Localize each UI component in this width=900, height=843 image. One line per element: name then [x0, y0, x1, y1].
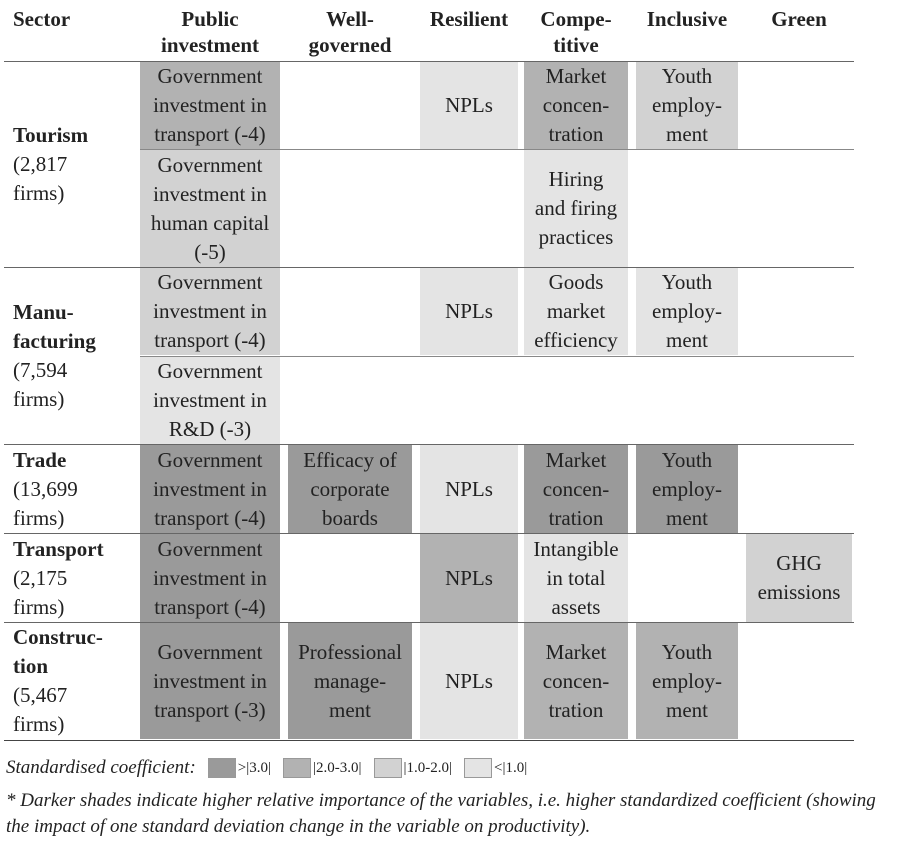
sector-name: Manu- facturing	[13, 300, 96, 353]
cell-manufacturing-competitive: Goods market efficiency	[524, 268, 628, 355]
sector-firm-count: (2,817 firms)	[13, 152, 68, 205]
legend-text-c3: |2.0-3.0|	[313, 759, 362, 776]
sector-name: Tourism	[13, 123, 89, 147]
cell-trade-competitive: Market concen- tration	[524, 445, 628, 533]
cell-transport-competitive: Intangible in total assets	[524, 534, 628, 622]
rule-tourism-bottom	[4, 267, 854, 268]
header-sector: Sector	[13, 7, 71, 31]
cell-trade-resilient: NPLs	[420, 445, 518, 533]
rule-trade-bottom	[4, 533, 854, 534]
sector-tourism	[0, 62, 140, 267]
cell-construction-well-governed: Professional manage- ment	[288, 623, 412, 739]
header-green: Green	[771, 7, 827, 31]
legend-text-c2: |1.0-2.0|	[403, 759, 453, 776]
sector-name: Construc- tion	[13, 625, 103, 678]
legend-swatch-c4	[208, 758, 236, 778]
rule-transport-bottom	[4, 622, 854, 623]
cell-tourism-inclusive: Youth employ- ment	[636, 62, 738, 149]
legend-text-c1: <|1.0|	[494, 759, 528, 776]
sector-construction	[0, 623, 140, 739]
cell-tourism-resilient: NPLs	[420, 62, 518, 149]
rule-table-bottom	[4, 740, 854, 741]
rule-tourism-mid	[140, 149, 854, 150]
cell-construction-resilient: NPLs	[420, 623, 518, 739]
sector-manufacturing	[0, 268, 140, 444]
legend-text-c4: >|3.0|	[237, 759, 271, 776]
rule-header-bottom	[4, 61, 854, 62]
cell-transport-public-investment: Government investment in transport (-4)	[140, 534, 280, 622]
cell-tourism-competitive-2: Hiring and firing practices	[524, 150, 628, 267]
cell-construction-competitive: Market concen- tration	[524, 623, 628, 739]
legend	[6, 757, 527, 779]
cell-transport-green: GHG emissions	[746, 534, 852, 622]
sector-firm-count: (7,594 firms)	[13, 358, 68, 411]
rule-manufacturing-mid	[140, 356, 854, 357]
cell-trade-well-governed: Efficacy of corporate boards	[288, 445, 412, 533]
legend-label: Standardised coefficient:	[6, 757, 196, 778]
legend-swatch-c1	[464, 758, 492, 778]
cell-tourism-public-investment-1: Government investment in transport (-4)	[140, 62, 280, 149]
header-resilient: Resilient	[429, 7, 509, 31]
cell-construction-public-investment: Government investment in transport (-3)	[140, 623, 280, 739]
cell-trade-inclusive: Youth employ- ment	[636, 445, 738, 533]
cell-manufacturing-public-investment-2: Government investment in R&D (-3)	[140, 357, 280, 444]
sector-firm-count: (2,175 firms)	[13, 565, 68, 619]
sector-firm-count: (13,699 firms)	[13, 476, 78, 530]
legend-swatch-c3	[283, 758, 311, 778]
header-competitive: Compe- titive	[540, 7, 612, 57]
rule-manufacturing-bottom	[4, 444, 854, 445]
sector-trade	[0, 445, 140, 533]
legend-swatch-c2	[374, 758, 402, 778]
header-well-governed: Well- governed	[308, 7, 392, 57]
header-public-investment: Public investment	[161, 7, 259, 57]
cell-tourism-public-investment-2: Government investment in human capital (-5)	[140, 150, 280, 267]
footnote: * Darker shades indicate higher relative importance of the variables, i.e. higher standardized coefficient (showing the impact of one standard deviation change in the variable on productivity).	[6, 790, 876, 837]
cell-trade-public-investment: Government investment in transport (-4)	[140, 445, 280, 533]
sector-name: Transport	[13, 536, 104, 561]
cell-tourism-competitive-1: Market concen- tration	[524, 62, 628, 149]
cell-manufacturing-resilient: NPLs	[420, 268, 518, 355]
cell-manufacturing-inclusive: Youth employ- ment	[636, 268, 738, 355]
sector-transport	[0, 534, 140, 622]
sector-firm-count: (5,467 firms)	[13, 683, 68, 736]
cell-construction-inclusive: Youth employ- ment	[636, 623, 738, 739]
sector-name: Trade	[13, 447, 67, 472]
header-inclusive: Inclusive	[646, 7, 728, 31]
cell-transport-resilient: NPLs	[420, 534, 518, 622]
cell-manufacturing-public-investment-1: Government investment in transport (-4)	[140, 268, 280, 355]
